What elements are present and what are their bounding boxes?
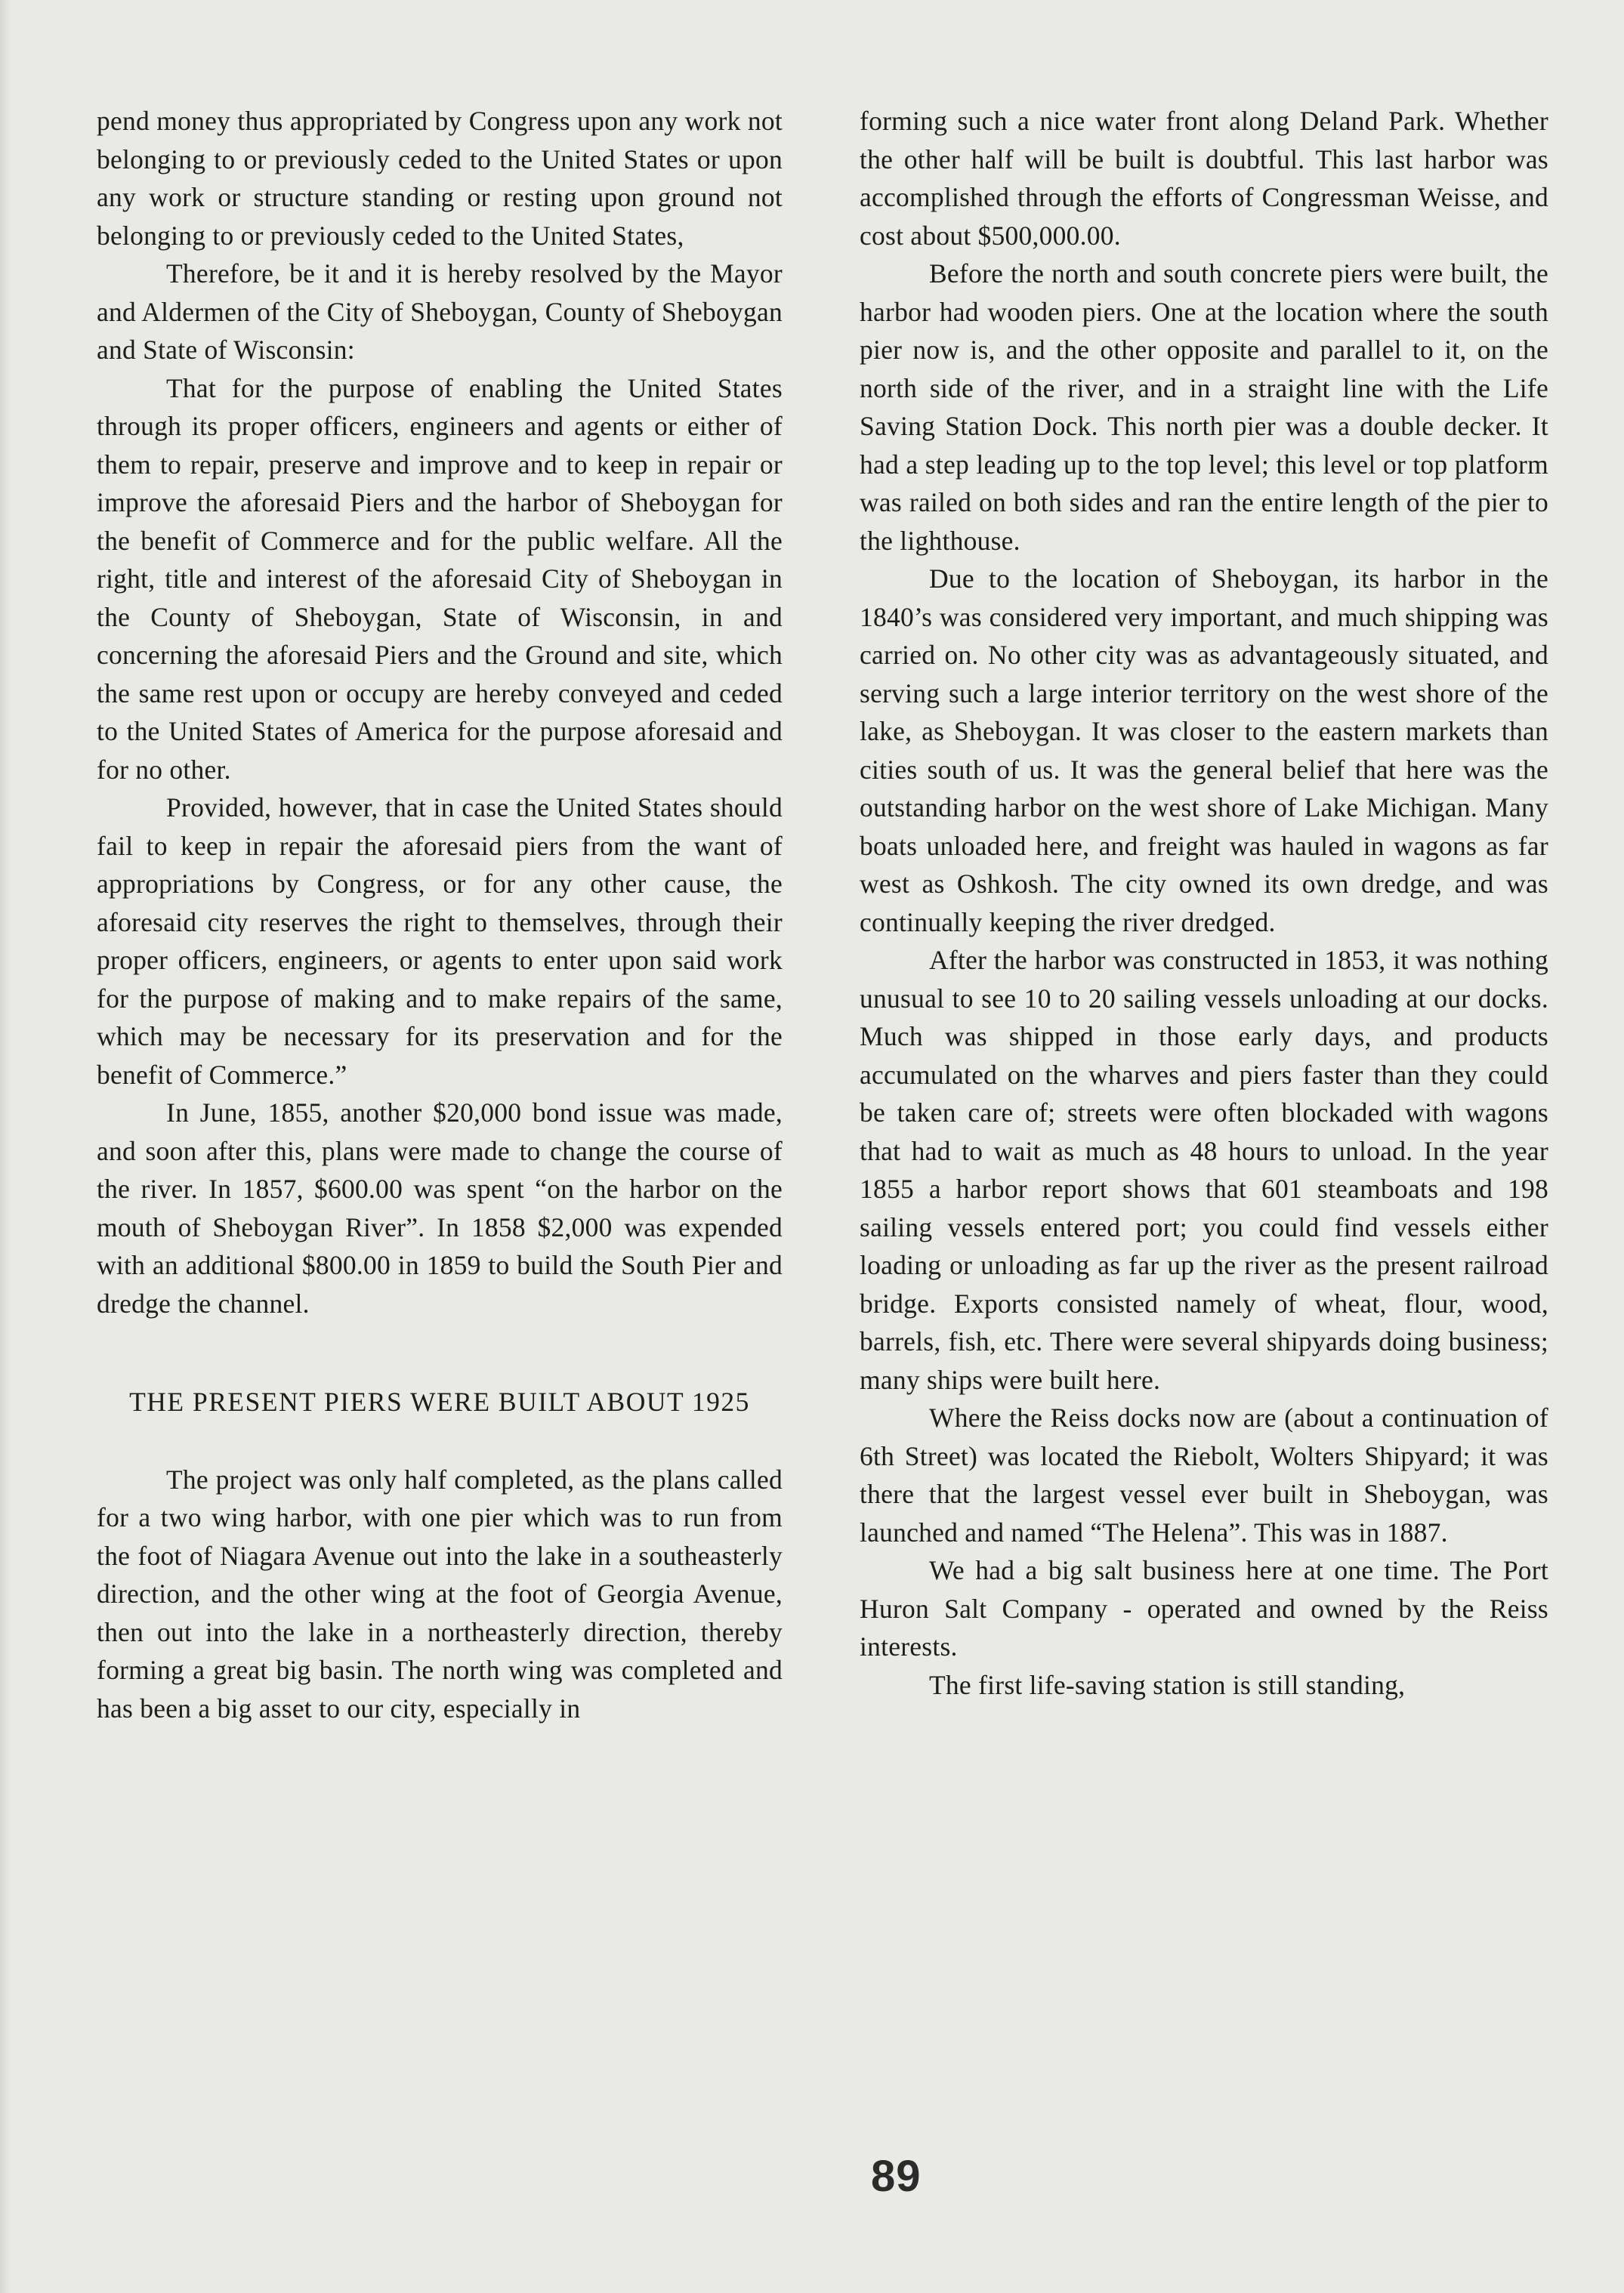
paragraph: The first life-saving station is still standing,	[929, 1669, 1406, 1700]
paragraph: The project was only half completed, as the plans called for a two wing harbor, with one pier which was to run from the foot of Niagara Avenue out into the lake in a southeasterly direction, and the other wing at the foot of Georgia Avenue, then out into the lake in a northeasterly direction, thereby forming a great big basin. The north wing was completed and has been a big asset to our city, especially in	[97, 1464, 783, 1724]
paragraph: We had a big salt business here at one time. The Port Huron Salt Company - operated and owned by the Reiss interests.	[860, 1555, 1548, 1662]
paragraph: That for the purpose of enabling the United States through its proper officers, engineers and agents or either of them to repair, preserve and improve and to keep in repair or improve the aforesaid Piers and the harbor of Sheboygan for the benefit of Commerce and for the public welfare. All the right, title and interest of the aforesaid City of Sheboygan in the County of Sheboygan, State of Wisconsin, in and concerning the aforesaid Piers and the Ground and site, which the same rest upon or occupy are hereby conveyed and ceded to the United States of America for the purpose aforesaid and for no other.	[97, 372, 783, 785]
left-column	[97, 102, 783, 1727]
right-column	[860, 102, 1548, 1704]
paragraph: Due to the location of Sheboygan, its harbor in the 1840’s was considered very important, and much shipping was carried on. No other city was as advantageously situated, and serving such a large interior territory on the west shore of the lake, as Sheboygan. It was closer to the eastern markets than cities south of us. It was the general belief that here was the outstanding harbor on the west shore of Lake Michigan. Many boats unloaded here, and freight was hauled in wagons as far west as Oshkosh. The city owned its own dredge, and was continually keeping the river dredged.	[860, 563, 1548, 937]
page-edge	[0, 0, 11, 2293]
page-number: 89	[871, 2152, 922, 2201]
paragraph: forming such a nice water front along Deland Park. Whether the other half will be built is doubtful. This last harbor was accomplished through the efforts of Congressman Weisse, and cost about $500,000.00.	[860, 106, 1548, 251]
section-heading: THE PRESENT PIERS WERE BUILT ABOUT 1925	[129, 1387, 750, 1417]
paragraph: pend money thus appropriated by Congress upon any work not belonging to or previously ceded to the United States or upon any work or structure standing or resting upon ground not belonging to or previously ceded to the United States,	[97, 106, 783, 251]
paragraph: Before the north and south concrete piers were built, the harbor had wooden piers. One at the location where the south pier now is, and the other opposite and parallel to it, on the north side of the river, and in a straight line with the Life Saving Station Dock. This north pier was a double decker. It had a step leading up to the top level; this level or top platform was railed on both sides and ran the entire length of the pier to the lighthouse.	[860, 258, 1548, 556]
paragraph: After the harbor was constructed in 1853, it was nothing unusual to see 10 to 20 sailing vessels unloading at our docks. Much was shipped in those early days, and products accumulated on the wharves and piers faster than they could be taken care of; streets were often blockaded with wagons that had to wait as much as 48 hours to unload. In the year 1855 a harbor report shows that 601 steamboats and 198 sailing vessels entered port; you could find vessels either loading or unloading as far up the river as the present railroad bridge. Exports consisted namely of wheat, flour, wood, barrels, fish, etc. There were several shipyards doing business; many ships were built here.	[860, 945, 1548, 1395]
paragraph: Where the Reiss docks now are (about a continuation of 6th Street) was located the Riebolt, Wolters Shipyard; it was there that the largest vessel ever built in Sheboygan, was launched and named “The Helena”. This was in 1887.	[860, 1403, 1548, 1548]
paragraph: Provided, however, that in case the United States should fail to keep in repair the aforesaid piers from the want of appropriations by Congress, or for any other cause, the aforesaid city reserves the right to themselves, through their proper officers, engineers, or agents to enter upon said work for the purpose of making and to make repairs of the same, which may be necessary for its preservation and for the benefit of Commerce.”	[97, 792, 783, 1090]
paragraph: In June, 1855, another $20,000 bond issue was made, and soon after this, plans were made to change the course of the river. In 1857, $600.00 was spent “on the harbor on the mouth of Sheboygan River”. In 1858 $2,000 was expended with an additional $800.00 in 1859 to build the South Pier and dredge the channel.	[97, 1097, 783, 1319]
paragraph: Therefore, be it and it is hereby resolved by the Mayor and Aldermen of the City of Sheboygan, County of Sheboygan and State of Wisconsin:	[97, 258, 783, 365]
